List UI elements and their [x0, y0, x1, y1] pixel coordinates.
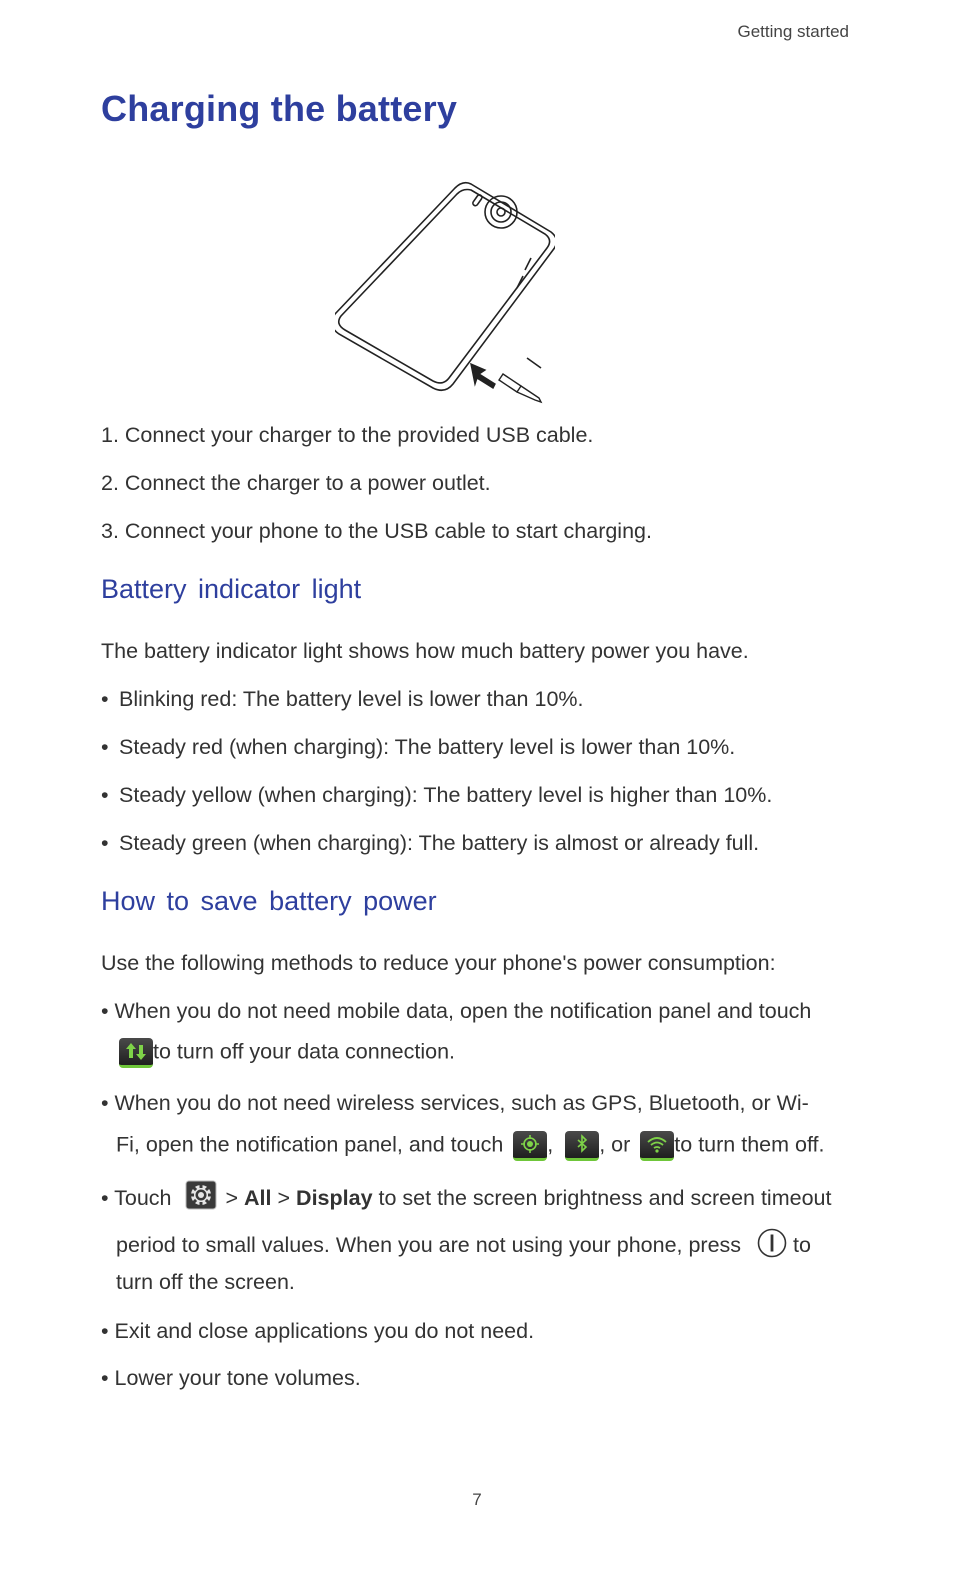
- save-item-3-line-2: period to small values. When you are not using your phone, press to: [116, 1233, 811, 1259]
- phone-charging-illustration: [335, 178, 555, 408]
- settings-gear-icon: [185, 1180, 217, 1210]
- indicator-item: • Steady green (when charging): The battery is almost or already full.: [101, 831, 760, 855]
- wifi-icon: [640, 1131, 674, 1161]
- save-item-1-line-1: • When you do not need mobile data, open the notification panel and touch: [101, 999, 812, 1023]
- save-item-4: • Exit and close applications you do not need.: [101, 1319, 535, 1343]
- save-intro: Use the following methods to reduce your phone's power consumption:: [101, 951, 776, 975]
- step-2: 2. Connect the charger to a power outlet.: [101, 471, 491, 495]
- indicator-item: • Blinking red: The battery level is lower than 10%.: [101, 687, 584, 711]
- indicator-item: • Steady yellow (when charging): The battery level is higher than 10%.: [101, 783, 773, 807]
- save-item-1-line-2: to turn off your data connection.: [119, 1038, 455, 1068]
- save-item-3-line-3: turn off the screen.: [116, 1270, 295, 1294]
- bullet: •: [101, 1091, 109, 1115]
- indicator-item: • Steady red (when charging): The battery level is lower than 10%.: [101, 735, 736, 759]
- bullet: •: [101, 1186, 109, 1210]
- bullet: •: [101, 831, 109, 855]
- save-item-5: • Lower your tone volumes.: [101, 1366, 361, 1390]
- step-1: 1. Connect your charger to the provided USB cable.: [101, 423, 594, 447]
- page-title: Charging the battery: [101, 88, 458, 129]
- section-heading-indicator: Battery indicator light: [101, 574, 362, 604]
- bullet: •: [101, 735, 109, 759]
- indicator-intro: The battery indicator light shows how much battery power you have.: [101, 639, 749, 663]
- bullet: •: [101, 783, 109, 807]
- gps-icon: [513, 1131, 547, 1161]
- bullet: •: [101, 687, 109, 711]
- section-heading-save: How to save battery power: [101, 886, 437, 916]
- save-item-2-line-2: Fi, open the notification panel, and touch , , or to turn them off.: [116, 1131, 824, 1161]
- running-header: Getting started: [737, 22, 849, 41]
- bullet: •: [101, 1319, 109, 1343]
- save-item-3-line-1: • Touch > All > Display to set the screen brightness and screen timeout: [101, 1186, 831, 1212]
- bluetooth-icon: [565, 1131, 599, 1161]
- step-3: 3. Connect your phone to the USB cable to start charging.: [101, 519, 652, 543]
- save-item-2-line-1: • When you do not need wireless services, such as GPS, Bluetooth, or Wi-: [101, 1091, 809, 1115]
- bullet: •: [101, 1366, 109, 1390]
- power-button-icon: [757, 1228, 787, 1258]
- mobile-data-icon: [119, 1038, 153, 1068]
- page-number: 7: [472, 1490, 482, 1509]
- bullet: •: [101, 999, 109, 1023]
